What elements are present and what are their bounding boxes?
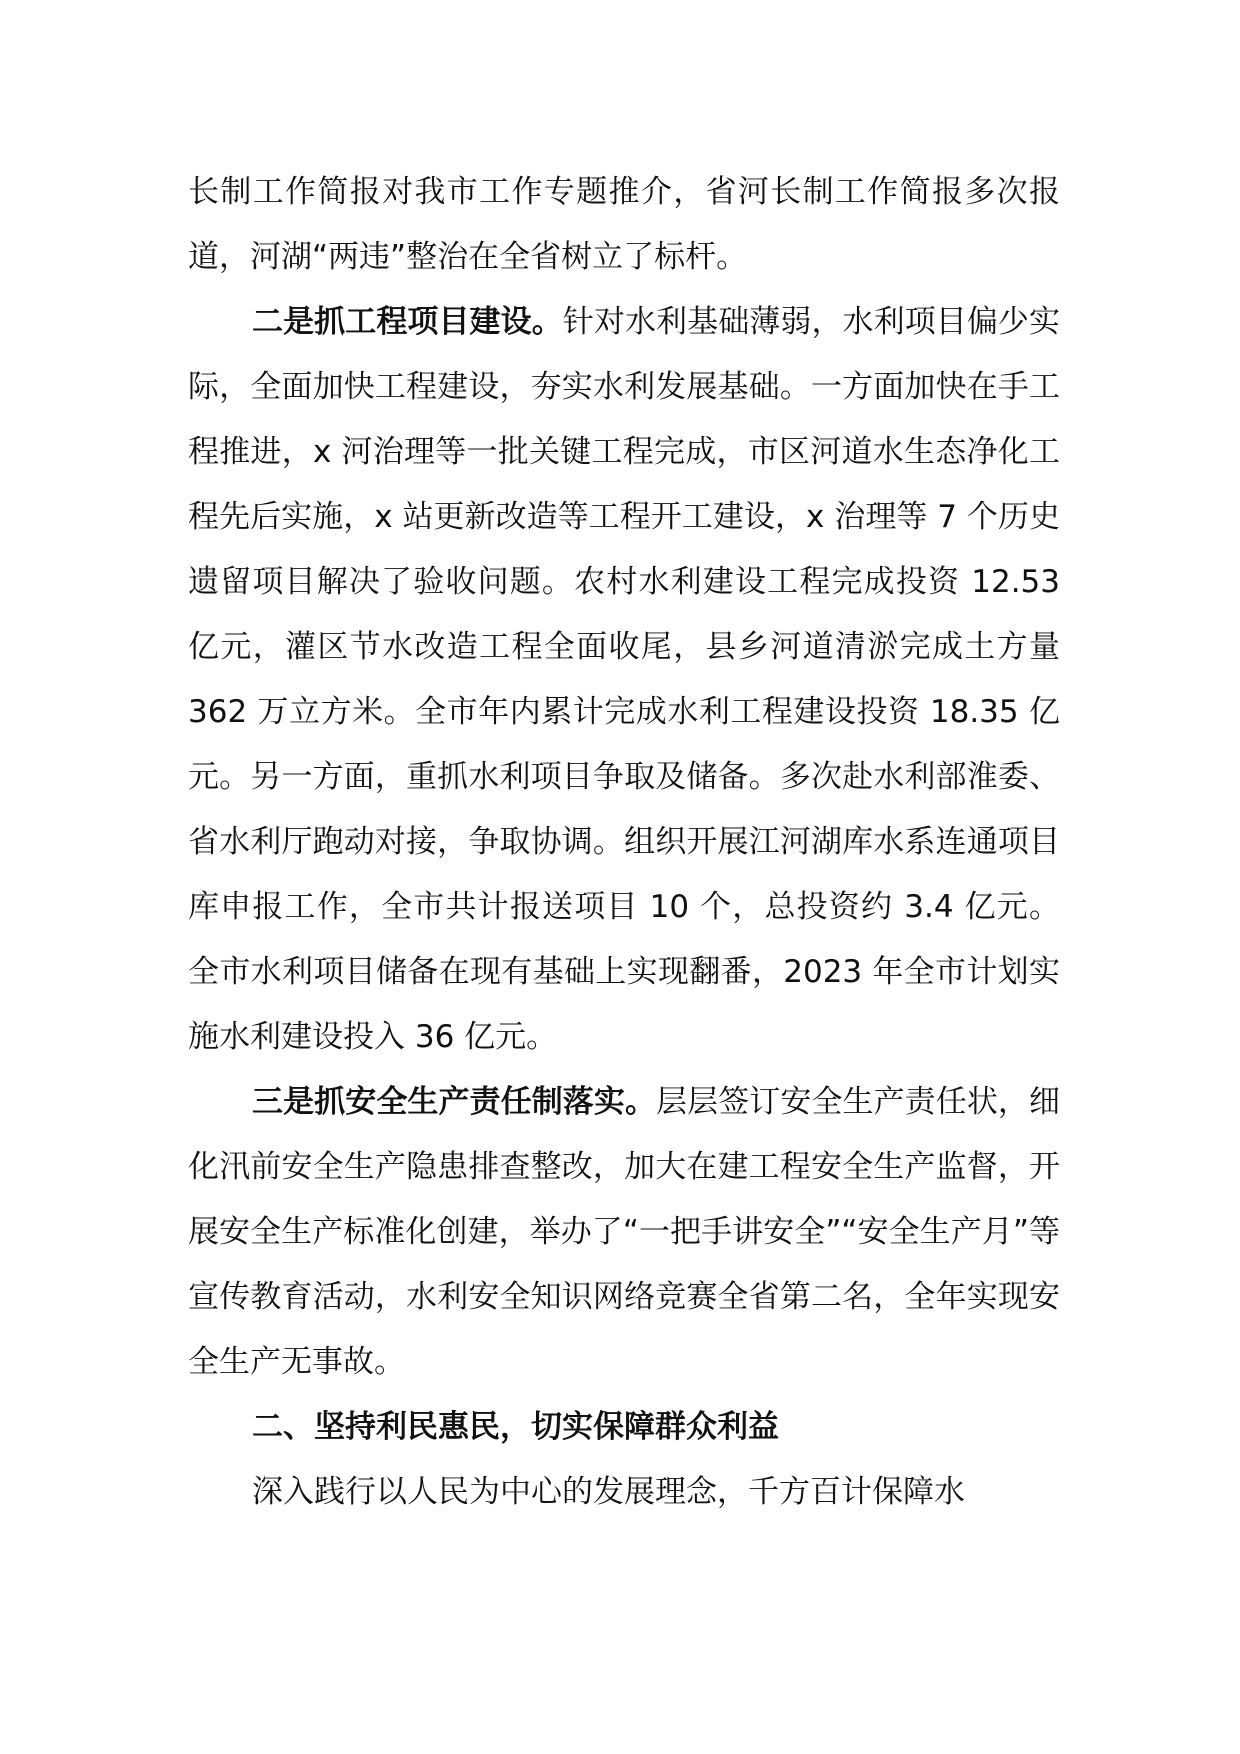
paragraph-body-safety: 层层签订安全生产责任状，细化汛前安全生产隐患排查整改，加大在建工程安全生产监督，开展安全生产标准化创建，举办了“一把手讲安全”“安全生产月”等宣传教育活动，水利安全知识网络竞赛全省第二名，全年实现安全生产无事故。	[188, 1084, 1061, 1380]
paragraph-continuation: 长制工作简报对我市工作专题推介，省河长制工作简报多次报道，河湖“两违”整治在全省树立了标杆。	[188, 174, 1060, 275]
paragraph-body-project: 针对水利基础薄弱，水利项目偏少实际，全面加快工程建设，夯实水利发展基础。一方面加快在手工程推进，x 河治理等一批关键工程完成，市区河道水生态净化工程先后实施，x 站更新改造等工程开工建设，x 治理等 7 个历史遗留项目解决了验收问题。农村水利建设工程完成投资 12.53 亿元，灌区节水改造工程全面收尾，县乡河道清淤完成土方量 362 万立方米。全市年内累计完成水利工程建设投资 18.35 亿元。另一方面，重抓水利项目争取及储备。多次赴水利部淮委、省水利厅跑动对接，争取协调。组织开展江河湖库水系连通项目库申报工作，全市共计报送项目 10 个，总投资约 3.4 亿元。全市水利项目储备在现有基础上实现翻番，2023 年全市计划实施水利建设投入 36 亿元。	[188, 304, 1061, 1055]
paragraph-project-construction	[188, 290, 1060, 1070]
section-heading: 二、坚持利民惠民，切实保障群众利益	[252, 1409, 779, 1445]
paragraph-lead-safety: 三是抓安全生产责任制落实。	[252, 1084, 657, 1120]
document-page	[188, 160, 1060, 1525]
paragraph-safety-production	[188, 1070, 1060, 1395]
paragraph-lead-project: 二是抓工程项目建设。	[252, 304, 563, 340]
paragraph-final: 深入践行以人民为中心的发展理念，千方百计保障水	[252, 1474, 965, 1510]
